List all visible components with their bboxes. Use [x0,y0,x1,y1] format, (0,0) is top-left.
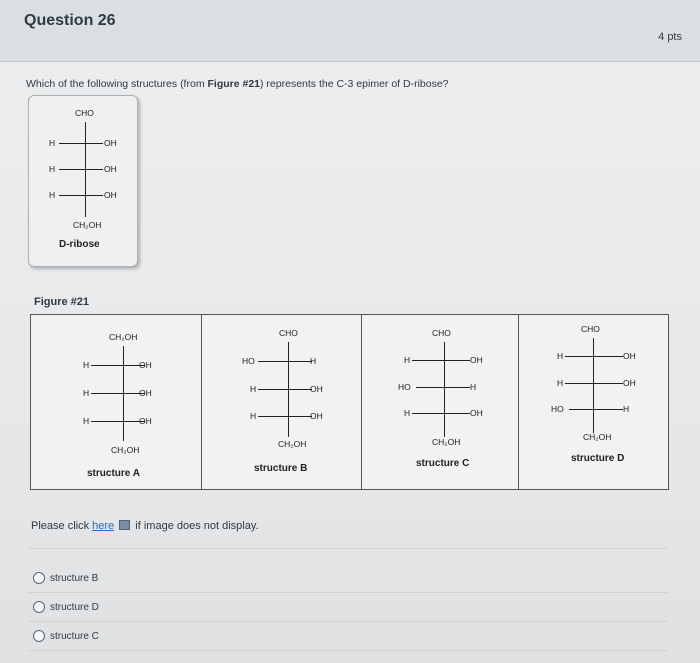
structure-a-row2-right: OH [139,388,152,398]
structure-c-bond-3 [412,413,470,414]
ribose-row3-right: OH [104,190,117,200]
structure-b-name: structure B [254,463,308,474]
structure-d-row3-right: H [623,404,630,414]
structure-c-top: CHO [432,328,451,338]
fallback-prefix: Please click [31,520,93,532]
structure-a-row1-left: H [83,360,90,370]
structure-a-bottom: CH₂OH [111,445,140,455]
structure-d-bond-1 [565,356,623,357]
structure-b-row3-right: OH [310,411,323,421]
radio-button[interactable] [33,601,45,613]
structure-b-row3-left: H [250,411,257,421]
ribose-bond-1 [59,143,103,144]
structure-c-row2-right: H [470,382,477,392]
structure-d-bond-3 [569,409,623,410]
structure-d-name: structure D [571,453,625,464]
structure-c-row3-left: H [404,408,411,418]
question-text-before: Which of the following structures (from [26,78,208,90]
structure-b-bottom: CH₂OH [278,439,307,449]
ribose-bond-2 [59,169,103,170]
ribose-name: D-ribose [59,239,100,250]
structure-d-row1-right: OH [623,351,636,361]
option-divider [28,650,668,651]
fallback-link[interactable]: here [92,520,115,532]
structure-c-name: structure C [416,458,470,469]
structure-b-row1-right: H [310,356,317,366]
structure-d-cell [519,315,669,489]
structure-b-row2-left: H [250,384,257,394]
d-ribose-card [28,95,138,267]
structure-c-row2-left: HO [398,382,411,392]
structure-c-bond-1 [412,360,470,361]
ribose-row1-left: H [49,138,56,148]
structure-d-bottom: CH₂OH [583,432,612,442]
question-text [26,78,449,90]
answer-option-label: structure C [50,630,99,642]
answer-option[interactable] [33,601,99,613]
structure-a-bond-3 [91,421,145,422]
structure-b-bond-2 [258,389,312,390]
structure-a-top: CH₂OH [109,332,138,342]
ribose-row2-left: H [49,164,56,174]
structure-a-row3-right: OH [139,416,152,426]
ribose-row3-left: H [49,190,56,200]
option-divider [28,592,668,593]
structure-c-row3-right: OH [470,408,483,418]
structure-c-cell [362,315,519,489]
structure-a-cell [31,315,202,489]
structure-a-bond-2 [91,393,145,394]
question-points: 4 pts [658,31,682,43]
structure-b-cell [202,315,362,489]
structure-a-row3-left: H [83,416,90,426]
structure-d-top: CHO [581,324,600,334]
ribose-bottom: CH₂OH [73,220,102,230]
question-title: Question 26 [24,12,116,29]
ribose-row2-right: OH [104,164,117,174]
radio-button[interactable] [33,630,45,642]
figure-label: Figure #21 [34,296,90,308]
structure-d-row3-left: HO [551,404,564,414]
structure-d-row2-right: OH [623,378,636,388]
structure-d-backbone [593,338,594,433]
ribose-top: CHO [75,108,94,118]
image-fallback-note [31,520,259,532]
structure-c-bond-2 [416,387,470,388]
ribose-bond-3 [59,195,103,196]
structure-d-row2-left: H [557,378,564,388]
image-icon [119,520,130,530]
structure-a-bond-1 [91,365,145,366]
answer-option-label: structure D [50,601,99,613]
question-header [0,0,700,62]
question-text-after: ) represents the C-3 epimer of D-ribose? [260,78,449,90]
structure-b-bond-1 [258,361,312,362]
structure-d-bond-2 [565,383,623,384]
ribose-row1-right: OH [104,138,117,148]
structure-b-row1-left: HO [242,356,255,366]
structure-c-row1-left: H [404,355,411,365]
answer-option-label: structure B [50,572,99,584]
answer-option[interactable] [33,630,99,642]
structure-c-backbone [444,342,445,437]
option-divider [28,548,668,549]
figure-table [30,314,669,490]
radio-button[interactable] [33,572,45,584]
structure-b-row2-right: OH [310,384,323,394]
structure-b-bond-3 [258,416,312,417]
structure-c-row1-right: OH [470,355,483,365]
structure-a-name: structure A [87,468,140,479]
structure-a-row1-right: OH [139,360,152,370]
structure-a-row2-left: H [83,388,90,398]
structure-d-row1-left: H [557,351,564,361]
answer-option[interactable] [33,572,98,584]
question-figure-ref: Figure #21 [207,78,261,90]
fallback-suffix: if image does not display. [132,520,259,532]
option-divider [28,621,668,622]
structure-c-bottom: CH₂OH [432,437,461,447]
structure-b-top: CHO [279,328,298,338]
